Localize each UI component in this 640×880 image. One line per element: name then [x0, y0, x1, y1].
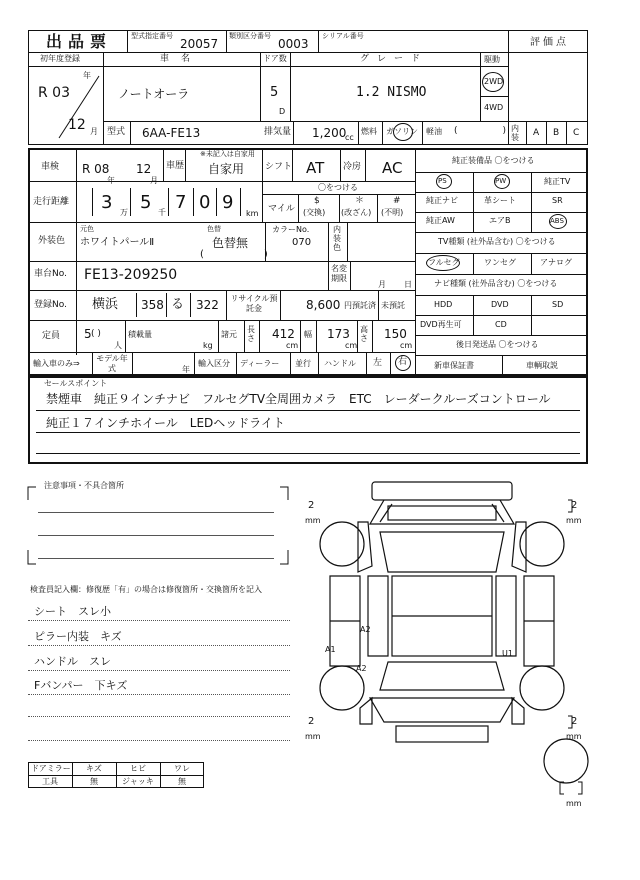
handle-label: ハンドル: [324, 359, 356, 368]
nav-cd: CD: [495, 320, 507, 329]
nav-hdd: HDD: [434, 300, 453, 309]
change-color-label: 色替: [207, 225, 221, 233]
legend-jack-val: 無: [178, 777, 186, 786]
light-oil-label: 軽油: [426, 127, 442, 136]
drive-2wd: 2WD: [484, 77, 504, 86]
spare-tire: [544, 739, 588, 783]
first-reg-label: 初年度登録: [40, 54, 80, 63]
equip-ps: PS: [438, 177, 447, 185]
mileage-man: 万: [120, 208, 128, 217]
color-code-label: カラーNo.: [272, 225, 310, 234]
registration-kana: る: [171, 297, 185, 312]
import-dealer: ディーラー: [240, 359, 280, 368]
inspection-label: 車検: [41, 162, 60, 172]
history-label: 車歴: [166, 161, 185, 171]
legend-tool-val: 無: [90, 777, 98, 786]
registration-area: 横浜: [92, 297, 119, 312]
mark-left-rear: A2: [356, 664, 367, 673]
sales-line-1: 禁煙車 純正９インチナビ フルセグTV全周囲カメラ ETC レーダークルーズコントロール: [46, 392, 551, 406]
notes-line-2: ピラー内装 キズ: [34, 630, 122, 643]
orig-color-label: 元色: [80, 225, 94, 233]
registration-class: 358: [141, 298, 164, 312]
equip-tv: 純正TV: [544, 177, 571, 186]
tamper-sym: ＊: [355, 196, 365, 206]
interior-color-label: 内装色: [333, 225, 341, 252]
tire-rr-mm: mm: [566, 732, 582, 741]
interior-grade-c: C: [573, 128, 580, 138]
mileage-circle-note: 〇をつける: [318, 183, 358, 192]
inspection-year-unit: 年: [107, 176, 115, 185]
equip-navi: 純正ナビ: [426, 196, 458, 205]
equip-airbag: エアB: [489, 216, 511, 225]
color-label: 外装色: [38, 236, 66, 246]
sales-label: セールスポイント: [44, 379, 108, 388]
inspection-month-unit: 月: [150, 176, 158, 185]
import-category-label: 輸入区分: [198, 359, 230, 368]
ac-label: 冷房: [343, 162, 362, 172]
width-cm: cm: [345, 341, 358, 350]
nav-dvd-play: DVD再生可: [420, 320, 462, 329]
nav-dvd: DVD: [491, 300, 509, 309]
mileage-km: km: [246, 209, 259, 218]
recycle-unpaid: 未預託: [381, 301, 405, 310]
doors-sub: D: [279, 107, 286, 116]
registration-label: 登録No.: [34, 300, 67, 310]
equip-abs: ABS: [550, 217, 564, 225]
capacity-label: 定員: [42, 331, 61, 341]
mileage-digit-3: 7: [175, 192, 187, 213]
drive-label: 駆動: [484, 55, 500, 64]
displacement-value: 1,200: [312, 126, 347, 140]
mark-roof: A2: [360, 625, 371, 634]
tv-fullseg: フルセグ: [428, 258, 460, 267]
recycle-label: リサイクル預託金: [230, 294, 278, 313]
tire-fl-value: 2: [308, 500, 315, 511]
type-no-value: 20057: [180, 37, 219, 51]
chassis-value: FE13-209250: [84, 267, 178, 283]
chassis-label: 車台No.: [34, 269, 67, 279]
term-day-unit: 日: [404, 280, 412, 289]
mileage-label: 走行距離: [33, 197, 70, 207]
orig-color-value: ホワイトパールⅡ: [80, 237, 155, 248]
serial-label: シリアル番号: [322, 32, 364, 40]
tire-fr-mm: mm: [566, 516, 582, 525]
grade-label: グレード: [360, 54, 429, 64]
category-value: 0003: [278, 37, 309, 51]
unknown-sym: #: [393, 196, 401, 206]
height-cm: cm: [400, 341, 413, 350]
tire-rr-value: 2: [571, 716, 578, 727]
mileage-digit-4: 0: [199, 192, 211, 213]
mileage-digit-5: 9: [222, 192, 234, 213]
unknown-label: (不明): [381, 208, 404, 217]
nav-title: ナビ種類 (社外品含む) 〇をつける: [434, 279, 558, 288]
notes-line-1: シート スレ小: [34, 605, 111, 618]
dimensions-label: 諸元: [221, 330, 237, 339]
inspection-month: 12: [136, 162, 152, 176]
spare-mm: mm: [566, 799, 582, 808]
notes-line-4: Fバンパー 下キズ: [34, 679, 128, 692]
history-value: 自家用: [208, 162, 245, 176]
model-value: 6AA-FE13: [142, 126, 201, 140]
mark-right-side: U1: [502, 649, 513, 658]
capacity-paren: ( ): [91, 329, 101, 339]
tv-analog: アナログ: [540, 258, 572, 267]
later-manual: 車輌取説: [526, 361, 558, 370]
width-label: 幅: [304, 330, 312, 339]
length-cm: cm: [286, 341, 299, 350]
later-title: 後日発送品 〇をつける: [456, 340, 539, 349]
interior-grade-a: A: [533, 128, 540, 138]
drive-4wd: 4WD: [484, 103, 504, 112]
inspection-era: R 08: [82, 162, 110, 176]
height-label: 高さ: [360, 325, 368, 343]
type-no-label: 型式指定番号: [131, 32, 173, 40]
equip-leather: 革シート: [484, 196, 516, 205]
capacity-person: 人: [114, 341, 122, 350]
exchange-label: (交換): [303, 208, 326, 217]
first-reg-era: R 03: [38, 85, 70, 101]
term-month-unit: 月: [378, 280, 386, 289]
first-reg-month-unit: 月: [90, 127, 98, 136]
handle-right: 右: [398, 357, 408, 367]
load-kg: kg: [203, 341, 213, 350]
equipment-title: 純正装備品 〇をつける: [452, 156, 535, 165]
cc-unit: cc: [345, 133, 354, 142]
model-year-unit: 年: [182, 365, 190, 374]
form-title: 出品票: [46, 32, 113, 51]
notes-label: 注意事項・不具合箇所: [44, 481, 124, 490]
notes-line-3: ハンドル スレ: [34, 655, 111, 668]
score-label: 評価点: [530, 37, 569, 48]
registration-number: 322: [196, 298, 219, 312]
interior-label: 内装: [511, 124, 519, 142]
tire-rl-mm: mm: [305, 732, 321, 741]
mileage-sen: 千: [158, 208, 166, 217]
history-note: ※未記入は自家用: [200, 150, 255, 158]
mark-left-side: A1: [325, 645, 336, 654]
inspector-note: 検査員記入欄：修復歴「有」の場合は修復箇所・交換箇所を記入: [30, 585, 262, 594]
interior-grade-b: B: [553, 128, 560, 138]
shift-label: シフト: [265, 162, 293, 172]
tire-rl-value: 2: [308, 716, 315, 727]
exchange-sym: $: [314, 196, 320, 206]
import-label: 輸入車のみ⇒: [33, 359, 80, 368]
rear-right-tire: [520, 666, 564, 710]
doors-label: ドア数: [263, 54, 287, 63]
equip-aw: 純正AW: [426, 216, 455, 225]
legend-scratch: キズ: [86, 764, 102, 773]
legend-tool: 工具: [42, 777, 58, 786]
car-name-value: ノートオーラ: [118, 87, 190, 101]
tire-fr-value: 2: [571, 500, 578, 511]
color-code-value: 070: [292, 237, 312, 248]
equip-pw: PW: [495, 177, 507, 185]
shift-value: AT: [306, 159, 325, 177]
tv-title: TV種類 (社外品含む) 〇をつける: [438, 237, 556, 246]
fuel-label: 燃料: [361, 127, 377, 136]
import-parallel: 並行: [295, 359, 311, 368]
doors-value: 5: [270, 85, 279, 100]
nav-sd: SD: [552, 300, 564, 309]
displacement-label: 排気量: [264, 127, 292, 137]
legend-crack: ヒビ: [130, 764, 146, 773]
length-value: 412: [272, 327, 295, 341]
tv-oneseg: ワンセグ: [484, 258, 516, 267]
category-label: 類別区分番号: [229, 32, 271, 40]
sales-line-2: 純正１７インチホイール LEDヘッドライト: [46, 416, 285, 430]
load-label: 積載量: [128, 330, 152, 339]
legend-break: ワレ: [174, 764, 190, 773]
later-warranty: 新車保証書: [434, 361, 474, 370]
tire-fl-mm: mm: [305, 516, 321, 525]
model-label: 型式: [107, 127, 126, 137]
equip-sr: SR: [552, 196, 563, 205]
first-reg-year-unit: 年: [83, 71, 91, 80]
mileage-mile: マイル: [268, 204, 295, 214]
fuel-value: ガソリン: [386, 127, 418, 136]
mileage-digit-1: 3: [101, 192, 113, 213]
length-label: 長さ: [247, 325, 255, 343]
width-value: 173: [327, 327, 350, 341]
car-name-label: 車名: [160, 54, 203, 64]
term-label: 名変期限: [331, 264, 347, 283]
model-year-label: モデル年式: [96, 354, 128, 373]
first-reg-month: 12: [68, 117, 86, 133]
legend-mirror: ドアミラー: [31, 764, 71, 773]
capacity-value: 5: [84, 327, 92, 341]
change-color-paren: ( ): [200, 249, 268, 260]
ac-value: AC: [382, 159, 403, 177]
recycle-unit: 円預託済: [344, 301, 376, 310]
handle-left: 左: [373, 358, 383, 368]
front-left-tire: [320, 522, 364, 566]
light-oil-bracket: ( ): [454, 126, 507, 136]
mileage-digit-2: 5: [140, 192, 152, 213]
grade-value: 1.2 NISMO: [356, 85, 427, 100]
change-color-value: 色替無: [212, 236, 249, 250]
height-value: 150: [384, 327, 407, 341]
tamper-label: (改ざん): [341, 208, 372, 217]
car-diagram: [300, 476, 600, 800]
legend-jack: ジャッキ: [122, 777, 154, 786]
notes-bracket: [26, 486, 290, 566]
recycle-value: 8,600: [306, 298, 341, 312]
